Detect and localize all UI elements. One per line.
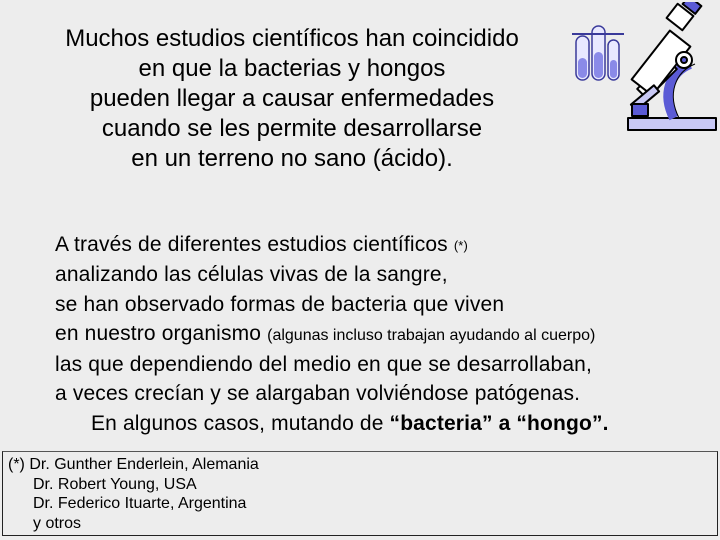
intro-line: en un terreno no sano (ácido). — [131, 145, 453, 172]
main-paragraph — [55, 230, 705, 438]
footnote-marker: (*) — [453, 238, 468, 253]
footnote-line: y otros — [33, 514, 82, 532]
footnote-line: Dr. Federico Ituarte, Argentina — [33, 495, 247, 512]
parenthetical-note: (algunas incluso trabajan ayudando al cuerpo) — [267, 326, 596, 344]
intro-line: Muchos estudios científicos han coincidido — [65, 25, 519, 52]
paragraph-text: A través de diferentes estudios científicos — [55, 233, 454, 256]
intro-paragraph — [18, 24, 566, 174]
paragraph-text: en nuestro organismo — [55, 321, 268, 345]
intro-line: en que la bacterias y hongos — [138, 55, 446, 82]
footnote-line: Dr. Robert Young, USA — [33, 475, 197, 493]
paragraph-line: analizando las células vivas de la sangre, — [55, 263, 448, 287]
test-tubes-icon — [572, 26, 624, 80]
paragraph-line: a veces crecían y se alargaban volviéndose patógenas. — [55, 382, 581, 406]
footnote-box — [2, 451, 718, 536]
microscope-and-test-tubes-icon — [566, 2, 718, 132]
paragraph-line — [55, 319, 705, 350]
bold-term-hongo: “hongo”. — [516, 411, 609, 435]
microscope-icon — [628, 2, 716, 130]
footnote-line: (*) Dr. Gunther Enderlein, Alemania — [8, 456, 259, 473]
bold-connector: a — [492, 411, 517, 435]
paragraph-text: En algunos casos, mutando de — [91, 411, 390, 435]
paragraph-line — [55, 409, 705, 438]
intro-line: pueden llegar a causar enfermedades — [89, 85, 495, 112]
paragraph-line: las que dependiendo del medio en que se desarrollaban, — [55, 353, 592, 377]
paragraph-line — [55, 230, 705, 260]
intro-line: cuando se les permite desarrollarse — [101, 115, 483, 142]
bold-term-bacteria: “bacteria” — [389, 411, 493, 435]
paragraph-line: se han observado formas de bacteria que viven — [55, 292, 505, 316]
